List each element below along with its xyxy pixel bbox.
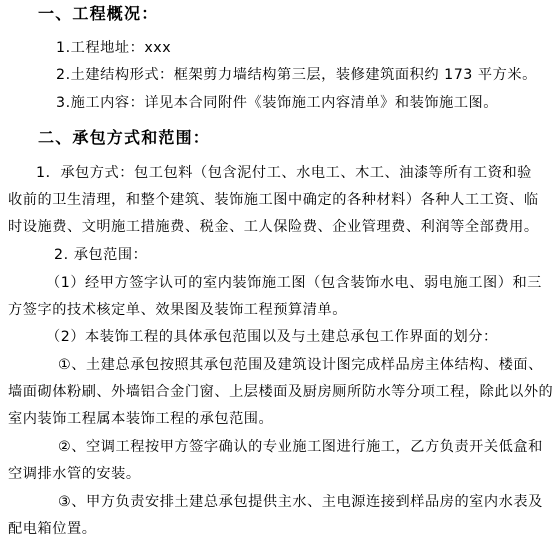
item-project-address: 1.工程地址：xxx — [56, 40, 172, 56]
item-structure-form: 2.土建结构形式：框架剪力墙结构第三层，装修建筑面积约 173 平方米。 — [56, 67, 537, 83]
sub3-line-2: 配电箱位置。 — [8, 521, 97, 537]
scope-title: 2. 承包范围： — [54, 247, 148, 263]
method-line-1: 1．承包方式：包工包料（包含泥付工、水电工、木工、油漆等所有工资和验 — [36, 165, 532, 181]
item-construction-content: 3.施工内容：详见本合同附件《装饰施工内容清单》和装饰施工图。 — [56, 95, 499, 111]
method-line-2: 收前的卫生清理，和整个建筑、装饰施工图中确定的各种材料）各种人工工资、临 — [8, 192, 539, 208]
sub3-line-1: ③、甲方负责安排土建总承包提供主水、主电源连接到样品房的室内水表及 — [58, 494, 543, 510]
sub1-line-3: 室内装饰工程属本装饰工程的承包范围。 — [8, 411, 274, 427]
scope1-line-1: （1）经甲方签字认可的室内装饰施工图（包含装饰水电、弱电施工图）和三 — [46, 275, 542, 291]
sub2-line-2: 空调排水管的安装。 — [8, 466, 141, 482]
method-line-3: 时设施费、文明施工措施费、税金、工人保险费、企业管理费、利润等全部费用。 — [8, 219, 539, 235]
sub1-line-1: ①、土建总承包按照其承包范围及建筑设计图完成样品房主体结构、楼面、 — [58, 357, 543, 373]
sub1-line-2: 墙面砌体粉刷、外墙铝合金门窗、上层楼面及厨房厕所防水等分项工程，除此以外的 — [8, 384, 554, 400]
sub2-line-1: ②、空调工程按甲方签字确认的专业施工图进行施工，乙方负责开关低盒和 — [58, 439, 543, 455]
scope1-line-2: 方签字的技术核定单、效果图及装饰工程预算清单。 — [8, 302, 347, 318]
section-heading-overview: 一、工程概况： — [38, 4, 159, 23]
section-heading-contract-method: 二、承包方式和范围： — [38, 128, 211, 147]
scope2-line: （2）本装饰工程的具体承包范围以及与土建总承包工作界面的划分： — [46, 329, 498, 345]
